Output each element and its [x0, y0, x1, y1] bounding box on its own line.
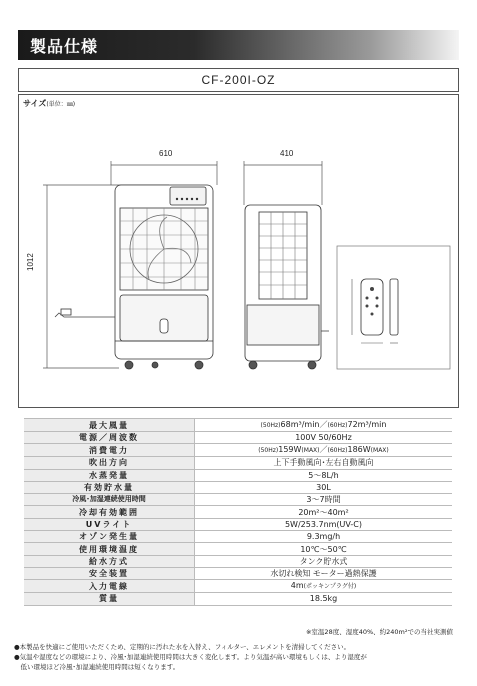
spec-label: 有効貯水量 [24, 481, 195, 493]
depth-dimension: 410 [280, 149, 294, 158]
spec-value: (50Hz)68m³/min／(60Hz)72m³/min [195, 419, 453, 432]
spec-value: 上下手動風向･左右自動風向 [195, 457, 453, 469]
spec-row [24, 593, 452, 605]
spec-value: 5～8L/h [195, 469, 453, 481]
spec-label: 安全装置 [24, 567, 195, 579]
spec-label: オゾン発生量 [24, 531, 195, 543]
spec-value: 5W/253.7nm(UV-C) [195, 518, 453, 530]
front-view [55, 185, 213, 369]
spec-label: 消費電力 [24, 444, 195, 457]
spec-label: 入力電線 [24, 580, 195, 593]
spec-label: 冷却有効範囲 [24, 506, 195, 518]
spec-value: 20m²～40m² [195, 506, 453, 518]
side-view [245, 205, 329, 369]
spec-label: 質量 [24, 593, 195, 605]
spec-row [24, 481, 452, 493]
spec-label: 最大風量 [24, 419, 195, 432]
spec-label: 冷風･加湿連続使用時間 [24, 494, 195, 506]
spec-label: UVライト [24, 518, 195, 530]
spec-row [24, 555, 452, 567]
spec-value: 4m(ポッキンプラグ付) [195, 580, 453, 593]
spec-value: 18.5kg [195, 593, 453, 605]
model-number: CF-200I-OZ [18, 68, 459, 92]
spec-row [24, 432, 452, 444]
measurement-footnote: ※室温28度、湿度40%、約240m²での当社実測値 [305, 628, 453, 636]
spec-row [24, 543, 452, 555]
note-line: ●本製品を快適にご使用いただくため、定期的に汚れた水を入替え、フィルター、エレメントを清掃してください。 [14, 643, 351, 651]
spec-value: タンク貯水式 [195, 555, 453, 567]
remote-drawing [361, 279, 398, 335]
spec-row [24, 506, 452, 518]
spec-row [24, 567, 452, 579]
usage-notes [14, 642, 464, 672]
note-line: ●気温や湿度などの環境により、冷風･加湿連続使用時間は大きく変化します。より気温が高い環境もしくは、より湿度が [14, 653, 367, 661]
spec-value: 3～7時間 [195, 494, 453, 506]
spec-value: 30L [195, 481, 453, 493]
section-header [18, 30, 459, 60]
spec-value: (50Hz)159W(MAX)／(60Hz)186W(MAX) [195, 444, 453, 457]
spec-row [24, 518, 452, 530]
spec-label: 使用環境温度 [24, 543, 195, 555]
width-dimension: 610 [159, 149, 173, 158]
spec-label: 給水方式 [24, 555, 195, 567]
spec-row [24, 531, 452, 543]
diagram-drawing [19, 95, 458, 407]
spec-label: 水蒸発量 [24, 469, 195, 481]
spec-label: 吹出方向 [24, 457, 195, 469]
spec-value: 10℃～50℃ [195, 543, 453, 555]
spec-row [24, 494, 452, 506]
spec-table [24, 418, 452, 606]
spec-value: 100V 50/60Hz [195, 432, 453, 444]
spec-label: 電源／周波数 [24, 432, 195, 444]
note-line: 低い環境ほど冷風･加湿連続使用時間は短くなります。 [14, 663, 180, 671]
spec-value: 水切れ検知 モーター過熱保護 [195, 567, 453, 579]
section-title: 製品仕様 [30, 37, 99, 56]
dimension-diagram [18, 94, 459, 408]
spec-row [24, 469, 452, 481]
spec-row [24, 580, 452, 593]
spec-row [24, 419, 452, 432]
size-label: サイズ(単位：㎜) [23, 99, 76, 108]
height-dimension: 1012 [26, 253, 35, 271]
spec-row [24, 457, 452, 469]
spec-row [24, 444, 452, 457]
spec-value: 9.3mg/h [195, 531, 453, 543]
